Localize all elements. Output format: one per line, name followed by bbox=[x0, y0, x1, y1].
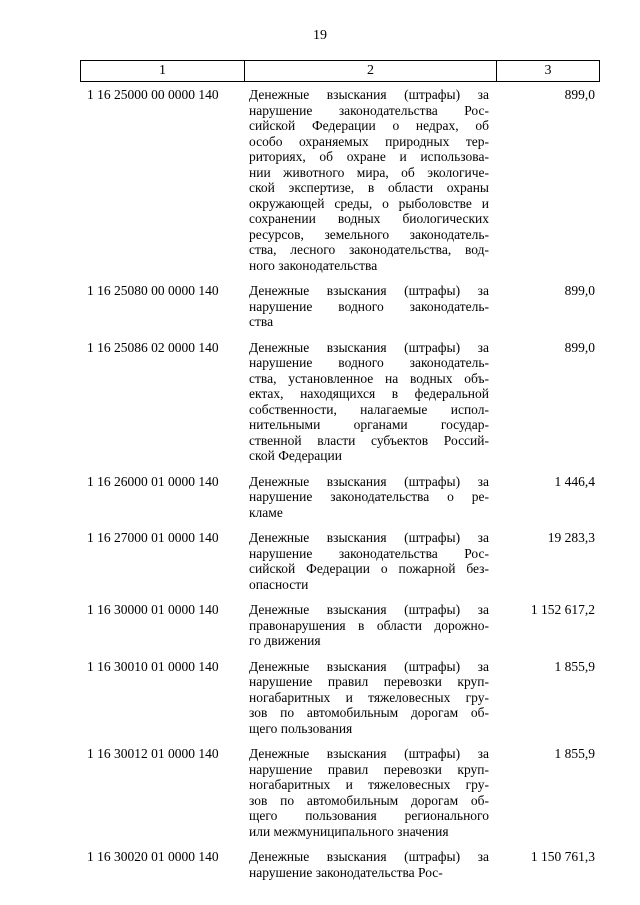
revenue-code: 1 16 25080 00 0000 140 bbox=[87, 283, 219, 298]
description-line: Денежные взыскания (штрафы) за bbox=[249, 473, 489, 489]
revenue-amount: 1 152 617,2 bbox=[530, 602, 595, 617]
description-line: нарушение правил перевозки круп- bbox=[249, 761, 489, 777]
revenue-code: 1 16 30000 01 0000 140 bbox=[87, 602, 219, 617]
table-header-col-3: 3 bbox=[544, 63, 552, 78]
revenue-code: 1 16 30020 01 0000 140 bbox=[87, 849, 219, 864]
revenue-description bbox=[249, 283, 489, 330]
revenue-description bbox=[249, 746, 489, 839]
description-line: го движения bbox=[249, 633, 321, 648]
description-line: нарушение законодательства Рос- bbox=[249, 545, 489, 561]
description-line: ства, установленное на водных объ- bbox=[249, 370, 489, 386]
revenue-amount: 899,0 bbox=[564, 283, 595, 298]
description-line: опасности bbox=[249, 576, 309, 592]
table-row bbox=[80, 530, 600, 592]
description-line: Денежные взыскания (штрафы) за bbox=[249, 530, 489, 545]
revenue-description bbox=[249, 849, 489, 880]
description-line: ства, лесного законодательства, вод- bbox=[249, 242, 489, 257]
description-line: зов по автомобильным дорогам об- bbox=[249, 705, 489, 720]
table-body bbox=[80, 87, 600, 880]
revenue-description bbox=[249, 530, 489, 592]
revenue-description bbox=[249, 87, 489, 273]
description-line: ногабаритных и тяжеловесных гру- bbox=[249, 777, 489, 792]
description-line: щего пользования bbox=[249, 720, 353, 736]
description-line: собственности, налагаемые испол- bbox=[249, 401, 489, 417]
revenue-code: 1 16 30010 01 0000 140 bbox=[87, 658, 219, 674]
revenue-amount: 1 446,4 bbox=[554, 473, 595, 489]
revenue-amount: 19 283,3 bbox=[547, 530, 595, 545]
description-line: Денежные взыскания (штрафы) за bbox=[249, 746, 489, 761]
revenue-description bbox=[249, 474, 489, 521]
description-line: окружающей среды, о рыболовстве и bbox=[249, 195, 489, 211]
table-header bbox=[80, 60, 600, 82]
description-line: ресурсов, земельного законодатель- bbox=[249, 226, 489, 242]
table-row bbox=[80, 283, 600, 330]
description-line: ногабаритных и тяжеловесных гру- bbox=[249, 689, 489, 705]
description-line: Денежные взыскания (штрафы) за bbox=[249, 283, 489, 298]
description-line: ской экспертизе, в области охраны bbox=[249, 180, 489, 195]
description-line: Денежные взыскания (штрафы) за bbox=[249, 87, 489, 102]
table-row bbox=[80, 659, 600, 737]
description-line: щего пользования регионального bbox=[249, 808, 489, 823]
table-header-col-2: 2 bbox=[245, 61, 497, 81]
page-number: 19 bbox=[313, 28, 327, 43]
revenue-code: 1 16 27000 01 0000 140 bbox=[87, 530, 219, 545]
description-line: сийской Федерации о пожарной без- bbox=[249, 561, 489, 576]
description-line: нарушение законодательства Рос- bbox=[249, 102, 489, 118]
revenue-amount: 899,0 bbox=[564, 87, 595, 102]
description-line: кламе bbox=[249, 504, 283, 520]
revenue-amount: 899,0 bbox=[564, 339, 595, 355]
description-line: нарушение водного законодатель- bbox=[249, 355, 489, 370]
table-row bbox=[80, 340, 600, 464]
table-row bbox=[80, 474, 600, 521]
table-row bbox=[80, 746, 600, 839]
description-line: зов по автомобильным дорогам об- bbox=[249, 792, 489, 808]
revenue-description bbox=[249, 340, 489, 464]
description-line: или межмуниципального значения bbox=[249, 823, 449, 839]
description-line: риториях, об охране и использова- bbox=[249, 149, 489, 164]
revenue-amount: 1 855,9 bbox=[554, 658, 595, 674]
description-line: ства bbox=[249, 314, 274, 329]
description-line: ской Федерации bbox=[249, 448, 342, 463]
revenue-amount: 1 855,9 bbox=[554, 746, 595, 761]
description-line: нарушение правил перевозки круп- bbox=[249, 674, 489, 689]
table-row bbox=[80, 87, 600, 273]
revenue-description bbox=[249, 659, 489, 737]
description-line: Денежные взыскания (штрафы) за bbox=[249, 339, 489, 355]
description-line: нарушение законодательства о ре- bbox=[249, 489, 489, 504]
revenue-code: 1 16 30012 01 0000 140 bbox=[87, 746, 219, 761]
description-line: ектах, находящихся в федеральной bbox=[249, 386, 489, 401]
revenue-amount: 1 150 761,3 bbox=[530, 849, 595, 864]
description-line: Денежные взыскания (штрафы) за bbox=[249, 658, 489, 674]
revenue-code: 1 16 25000 00 0000 140 bbox=[87, 87, 219, 102]
description-line: нарушение законодательства Рос- bbox=[249, 864, 443, 880]
table-header-col-1: 1 bbox=[81, 61, 245, 81]
revenue-description bbox=[249, 602, 489, 649]
table-row bbox=[80, 602, 600, 649]
description-line: сийской Федерации о недрах, об bbox=[249, 118, 489, 133]
description-line: сохранении водных биологических bbox=[249, 211, 489, 226]
description-line: Денежные взыскания (штрафы) за bbox=[249, 602, 489, 617]
table-row bbox=[80, 849, 600, 880]
description-line: нарушение водного законодатель- bbox=[249, 298, 489, 314]
description-line: правонарушения в области дорожно- bbox=[249, 617, 489, 633]
description-line: нительными органами государ- bbox=[249, 417, 489, 432]
description-line: ственной власти субъектов Россий- bbox=[249, 432, 489, 448]
revenue-code: 1 16 26000 01 0000 140 bbox=[87, 473, 219, 489]
description-line: нии животного мира, об экологиче- bbox=[249, 164, 489, 180]
description-line: Денежные взыскания (штрафы) за bbox=[249, 849, 489, 864]
description-line: особо охраняемых природных тер- bbox=[249, 133, 489, 149]
revenue-code: 1 16 25086 02 0000 140 bbox=[87, 339, 219, 355]
description-line: ного законодательства bbox=[249, 257, 378, 273]
